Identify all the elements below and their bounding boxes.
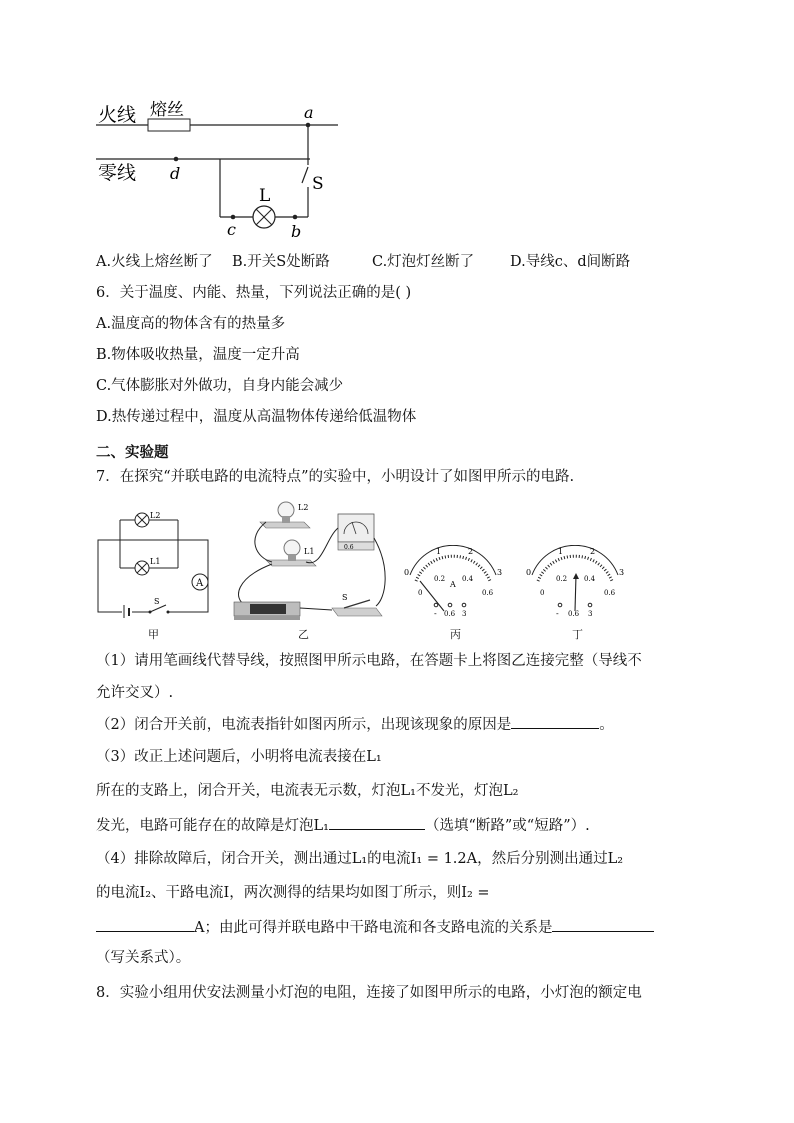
bing-scale-02: 0.2: [434, 575, 446, 583]
ding-terminal-minus: -: [556, 609, 559, 618]
bing-scale-3: 3: [497, 568, 503, 577]
q7-part3-text: 发光，电路可能存在的故障是灯泡L₁: [96, 818, 329, 834]
q7-part3-line1: （3）改正上述问题后，小明将电流表接在L₁: [96, 749, 382, 765]
yi-ammeter-terminal: 0.6: [344, 544, 354, 551]
figure-bing-ammeter: [398, 545, 508, 623]
ding-scale-0-bottom: 0: [540, 589, 545, 597]
bing-scale-0-top: 0: [404, 568, 410, 577]
figure-jia-circuit: [92, 508, 217, 618]
ding-scale-3: 3: [619, 568, 625, 577]
figure-yi-apparatus: [226, 498, 396, 626]
bing-scale-04: 0.4: [462, 575, 474, 583]
q7-part2-text: （2）闭合开关前，电流表指针如图丙所示，出现该现象的原因是: [96, 717, 512, 733]
q7-part3-answer-blank[interactable]: [329, 815, 425, 830]
q7-part4-relation-blank[interactable]: [552, 917, 654, 932]
bing-unit-a: A: [450, 580, 456, 589]
q5-option-a[interactable]: A.火线上熔丝断了: [96, 254, 213, 270]
q7-part4-line4: （写关系式）。: [96, 950, 191, 966]
q5-option-d[interactable]: D.导线c、d间断路: [510, 254, 631, 270]
figure-ding-ammeter: [520, 545, 630, 623]
q6-option-d[interactable]: D.热传递过程中，温度从高温物体传递给低温物体: [96, 409, 417, 425]
bing-scale-0-bottom: 0: [418, 589, 423, 597]
switch-label: S: [312, 174, 324, 194]
point-b-label: b: [291, 222, 302, 241]
bing-terminal-3: 3: [462, 610, 467, 618]
figure-ding-caption: 丁: [572, 628, 583, 641]
q7-part1-line1: （1）请用笔画线代替导线，按照图甲所示电路，在答题卡上将图乙连接完整（导线不: [96, 653, 642, 669]
q7-part2-answer-blank[interactable]: [511, 714, 599, 729]
q6-option-b[interactable]: B.物体吸收热量，温度一定升高: [96, 347, 300, 363]
ding-scale-0-top: 0: [526, 568, 532, 577]
lamp-label: L: [259, 186, 271, 206]
q5-option-b[interactable]: B.开关S处断路: [232, 254, 330, 270]
ding-scale-06: 0.6: [604, 589, 616, 597]
jia-l1-label: L1: [150, 557, 161, 566]
bing-scale-2: 2: [468, 547, 474, 556]
household-circuit-diagram: [90, 95, 340, 245]
ding-scale-04: 0.4: [584, 575, 596, 583]
ding-scale-02: 0.2: [556, 575, 568, 583]
ding-scale-2: 2: [590, 547, 596, 556]
q7-part1-line2: 允许交叉）.: [96, 685, 174, 701]
q7-part3-line2: 所在的支路上，闭合开关，电流表无示数，灯泡L₁不发光，灯泡L₂: [96, 783, 519, 799]
point-d-label: d: [170, 164, 181, 183]
q7-part4-i2-blank[interactable]: [96, 917, 194, 932]
yi-switch-label: S: [342, 593, 348, 602]
bing-terminal-06: 0.6: [444, 610, 456, 618]
jia-ammeter-label: A: [196, 578, 204, 589]
q7-stem: 7．在探究“并联电路的电流特点”的实验中，小明设计了如图甲所示的电路.: [96, 469, 575, 485]
jia-l2-label: L2: [150, 511, 161, 520]
q6-option-c[interactable]: C.气体膨胀对外做功，自身内能会减少: [96, 378, 344, 394]
q7-part4-text: A；由此可得并联电路中干路电流和各支路电流的关系是: [194, 920, 553, 936]
q6-option-a[interactable]: A.温度高的物体含有的热量多: [96, 316, 286, 332]
q8-stem: 8．实验小组用伏安法测量小灯泡的电阻，连接了如图甲所示的电路，小灯泡的额定电: [96, 985, 642, 1001]
point-a-label: a: [304, 103, 314, 122]
ding-terminal-3: 3: [588, 610, 593, 618]
bing-scale-06: 0.6: [482, 589, 494, 597]
figure-jia-caption: 甲: [148, 628, 159, 641]
figure-yi-caption: 乙: [298, 628, 309, 641]
q6-stem: 6．关于温度、内能、热量，下列说法正确的是( ): [96, 285, 412, 301]
neutral-wire-label: 零线: [98, 162, 137, 184]
yi-l1-label: L1: [304, 547, 315, 556]
figure-bing-caption: 丙: [450, 628, 461, 641]
q7-part2-end: 。: [599, 717, 614, 733]
point-c-label: c: [227, 220, 236, 239]
q7-part4-line1: （4）排除故障后，闭合开关，测出通过L₁的电流I₁ = 1.2A，然后分别测出通过L₂: [96, 851, 624, 867]
q5-option-c[interactable]: C.灯泡灯丝断了: [372, 254, 475, 270]
q7-part3-hint: （选填“断路”或“短路”）.: [424, 818, 590, 834]
ding-terminal-06: 0.6: [568, 610, 580, 618]
fuse-label: 熔丝: [150, 100, 184, 120]
live-wire-label: 火线: [98, 104, 137, 126]
jia-switch-label: S: [154, 597, 160, 606]
bing-scale-1: 1: [436, 547, 442, 556]
yi-l2-label: L2: [298, 503, 309, 512]
ding-scale-1: 1: [558, 547, 564, 556]
bing-terminal-minus: -: [434, 609, 437, 618]
section-heading: 二、实验题: [96, 444, 169, 461]
q7-part4-line2: 的电流I₂、干路电流I，两次测得的结果均如图丁所示，则I₂ =: [96, 885, 490, 901]
